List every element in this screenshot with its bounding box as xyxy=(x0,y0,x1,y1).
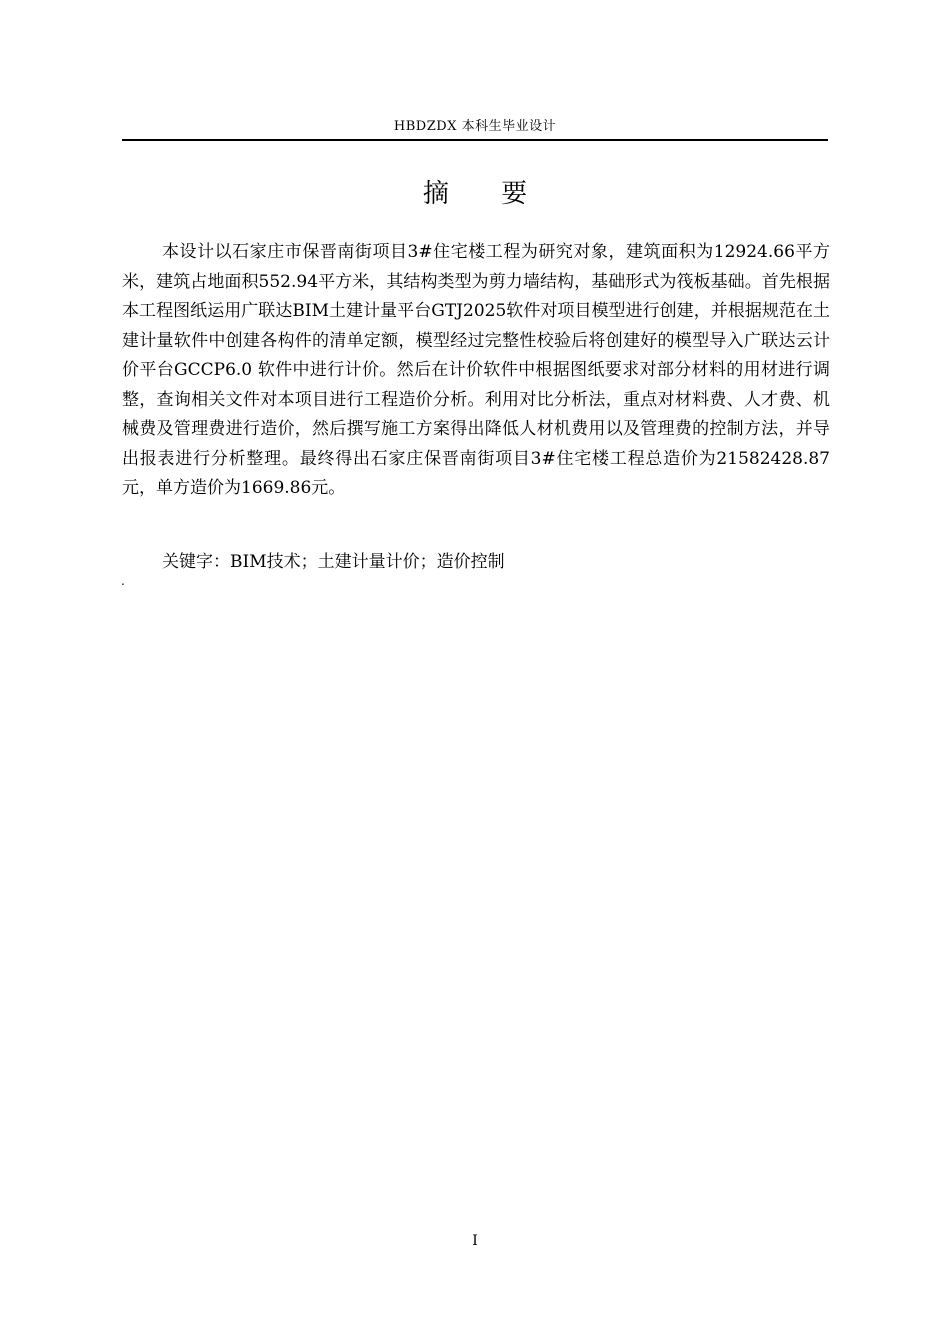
page-number: I xyxy=(472,1233,478,1249)
stray-mark: . xyxy=(121,574,125,588)
header-rule xyxy=(122,139,828,141)
running-header: HBDZDX 本科生毕业设计 xyxy=(393,119,557,134)
keywords-line: 关键字：BIM技术；土建计量计价；造价控制 xyxy=(162,552,505,572)
abstract-paragraph: 本设计以石家庄市保晋南街项目3#住宅楼工程为研究对象，建筑面积为12924.66平方米，建筑占地面积552.94平方米，其结构类型为剪力墙结构，基础形式为筏板基础。首先根据本工程图纸运用广联达BIM土建计量平台GTJ2025软件对项目模型进行创建，并根据规范在土建计量软件中创建各构件的清单定额，模型经过完整性校验后将创建好的模型导入广联达云计价平台GCCP6.0 软件中进行计价。然后在计价软件中根据图纸要求对部分材料的用材进行调整，查询相关文件对本项目进行工程造价分析。利用对比分析法，重点对材料费、人才费、机械费及管理费进行造价，然后撰写施工方案得出降低人材机费用以及管理费的控制方法，并导出报表进行分析整理。最终得出石家庄保晋南街项目3#住宅楼工程总造价为21582428.87元，单方造价为1669.86元。 xyxy=(122,242,830,498)
abstract-title: 摘 要 xyxy=(422,179,550,209)
